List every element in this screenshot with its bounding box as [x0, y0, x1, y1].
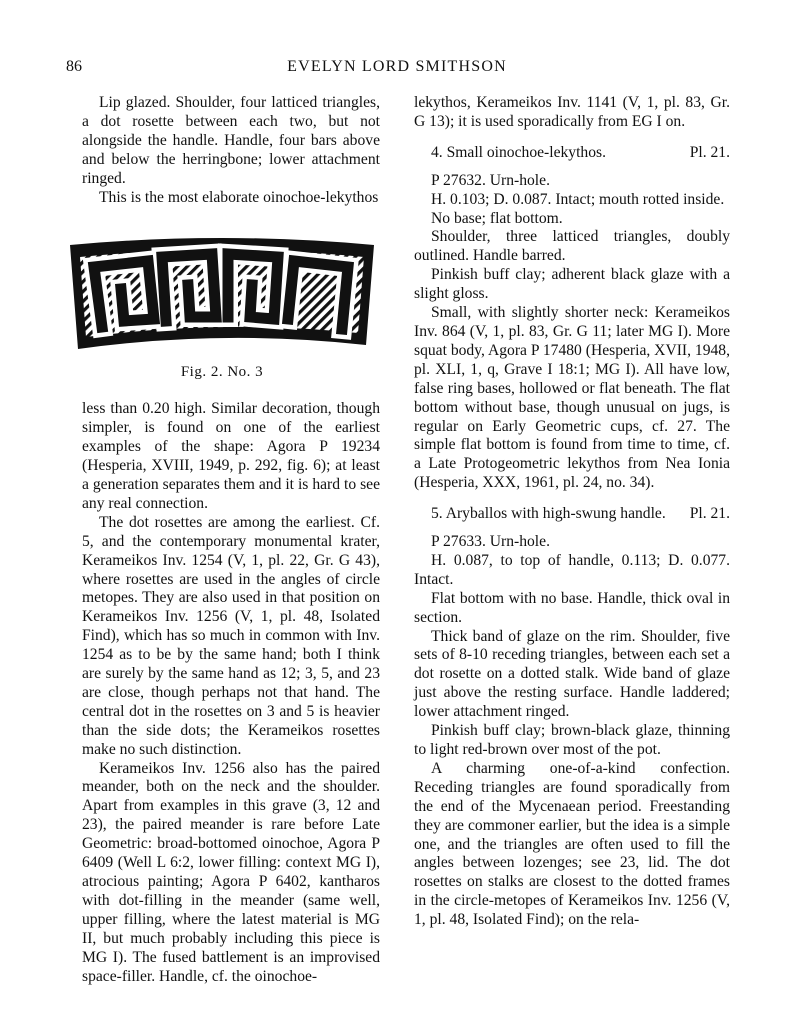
running-head: EVELYN LORD SMITHSON — [287, 58, 507, 75]
paragraph: The dot rosettes are among the earliest. Cf. 5, and the contemporary monumental krater, Kerameikos Inv. 1254 (V, 1, pl. 22, Gr. G 43), where rosettes are used in the angles of circle metopes. They are also used in that position on Kerameikos Inv. 1256 (V, 1, pl. 48, Isolated Find), which has so much in common with Inv. 1254 as to be by the same hand; both I think are surely by the same hand as 12; 3, 5, and 23 are close, though perhaps not that hand. The central dot in the rosettes on 3 and 5 is heavier than the side dots; the Kerameikos rosettes make no such distinction. — [82, 513, 380, 758]
catalogue-entry-4-heading — [414, 144, 730, 163]
entry-title: 5. Aryballos with high-swung handle. — [431, 505, 666, 523]
paragraph: This is the most elaborate oinochoe-lekythos — [99, 188, 379, 206]
paragraph: H. 0.103; D. 0.087. Intact; mouth rotted inside. — [431, 190, 725, 208]
plate-reference: Pl. 21. — [689, 505, 730, 523]
paragraph: less than 0.20 high. Similar decoration, though simpler, is found on one of the earliest examples of the shape: Agora P 19234 (Hesperia, XVIII, 1949, p. 292, fig. 6); at least a generation separates them and it is hard to see any real connection. — [82, 400, 380, 512]
page-number: 86 — [66, 58, 82, 75]
entry-title: 4. Small oinochoe-lekythos. — [431, 143, 606, 161]
paragraph: lekythos, Kerameikos Inv. 1141 (V, 1, pl. 83, Gr. G 13); it is used sporadically from EG I on. — [414, 94, 730, 130]
paragraph: Pinkish buff clay; brown-black glaze, thinning to light red-brown over most of the pot. — [414, 722, 730, 758]
figure-caption: Fig. 2. No. 3 — [180, 364, 264, 381]
figure-2 — [66, 237, 378, 382]
paragraph: H. 0.087, to top of handle, 0.113; D. 0.077. Intact. — [414, 551, 730, 588]
page-header — [0, 58, 794, 80]
paragraph: Shoulder, three latticed triangles, doubly outlined. Handle barred. — [414, 228, 730, 265]
paragraph: Lip glazed. Shoulder, four latticed triangles, a dot rosette between each two, but not alongside the handle. Handle, four bars above and below the herringbone; lower attachment ringed. — [82, 94, 380, 187]
meander-frieze-illustration — [66, 237, 378, 355]
paragraph: No base; flat bottom. — [431, 209, 563, 227]
paragraph: Flat bottom with no base. Handle, thick oval in section. — [414, 589, 730, 626]
plate-reference: Pl. 21. — [689, 143, 730, 161]
paragraph: P 27633. Urn-hole. — [431, 533, 550, 551]
paragraph: Thick band of glaze on the rim. Shoulder, five sets of 8-10 receding triangles, between each set a dot rosette on a dotted stalk. Wide band of glaze just above the resting surface. Handle laddered; lower attachment ringed. — [414, 627, 730, 721]
paragraph: Pinkish buff clay; adherent black glaze with a slight gloss. — [414, 266, 730, 303]
paragraph: Small, with slightly shorter neck: Kerameikos Inv. 864 (V, 1, pl. 83, Gr. G 11; later MG I). More squat body, Agora P 17480 (Hesperia, XVII, 1948, pl. XLI, 1, q, Grave I 18:1; MG I). All have low, false ring bases, hollowed or flat beneath. The flat bottom without base, though unusual on jugs, is regular on Early Geometric cups, cf. 27. The simple flat bottom is found from time to time, cf. a Late Protogeometric lekythos from Nea Ionia (Hesperia, XXX, 1961, pl. 24, no. 34). — [414, 304, 730, 492]
paragraph: Kerameikos Inv. 1256 also has the paired meander, both on the neck and the shoulder. Apart from examples in this grave (3, 12 and 23), the paired meander is rare before Late Geometric: broad-bottomed oinochoe, Agora P 6409 (Well L 6:2, lower filling: context MG I), atrocious painting; Agora P 6402, kantharos with dot-filling in the meander (same well, upper filling, where the latest material is MG II, but much probably including this piece is MG I). The fused battlement is an improvised space-filler. Handle, cf. the oinochoe- — [82, 759, 380, 985]
right-column — [414, 94, 730, 930]
paragraph: A charming one-of-a-kind confection. Receding triangles are found sporadically from the end of the Mycenaean period. Freestanding they are commoner earlier, but the idea is a simple one, and the triangles are often used to fill the angles between lozenges; see 23, lid. The dot rosettes on stalks are closest to the dotted frames in the circle-metopes of Kerameikos Inv. 1256 (V, 1, pl. 48, Isolated Find); on the rela- — [414, 759, 730, 929]
left-column — [82, 94, 380, 986]
paragraph: P 27632. Urn-hole. — [431, 171, 550, 189]
catalogue-entry-5-heading — [414, 505, 730, 524]
